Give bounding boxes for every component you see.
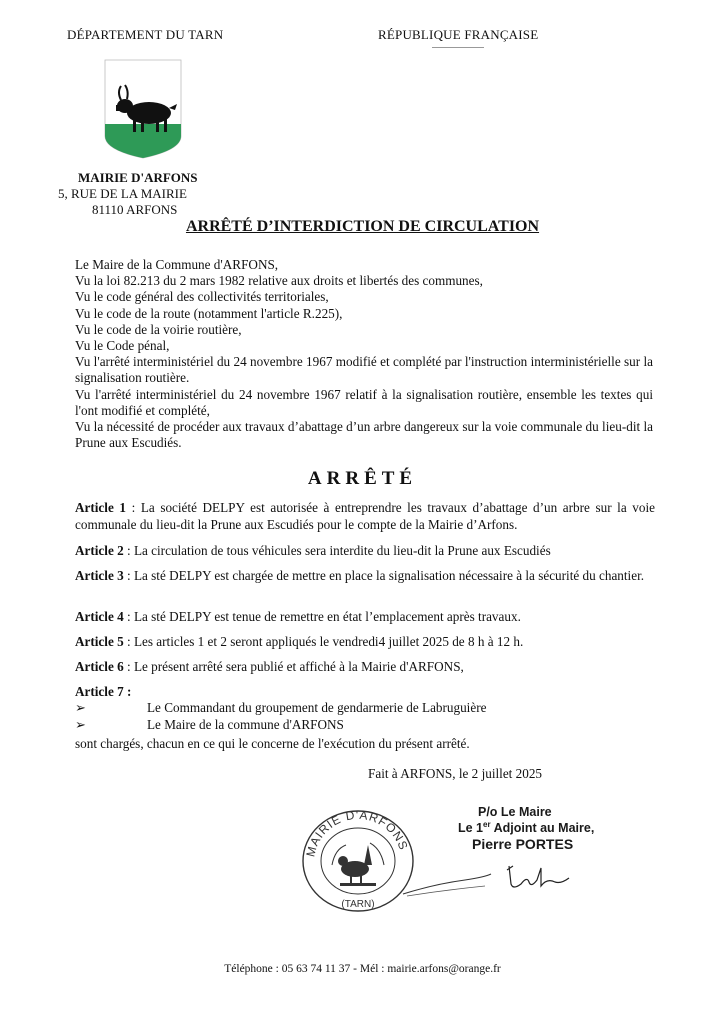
seal-bottom-text: (TARN)	[341, 899, 375, 910]
article-label: Article 3	[75, 568, 124, 583]
article-5	[75, 634, 655, 651]
mairie-address-city: 81110 ARFONS	[92, 202, 178, 217]
signatory-role-prefix: Le 1	[458, 821, 484, 836]
preamble-line: Le Maire de la Commune d'ARFONS,	[75, 257, 279, 272]
department-header: DÉPARTEMENT DU TARN	[67, 27, 224, 42]
article-7	[75, 684, 655, 701]
article-label: Article 2	[75, 543, 124, 558]
preamble-line: Vu l'arrêté interministériel du 24 novembre 1967 modifié et complété par l'instruction interministérielle sur la signalisation routière.	[75, 354, 653, 386]
contact-footer: Téléphone : 05 63 74 11 37 - Mél : mairie.arfons@orange.fr	[224, 963, 501, 975]
signatory-name: Pierre PORTES	[472, 836, 574, 852]
preamble-line: Vu le code général des collectivités territoriales,	[75, 289, 329, 305]
list-item-text: Le Maire de la commune d'ARFONS	[147, 717, 344, 732]
article-text: :	[123, 684, 132, 699]
municipal-crest-icon	[103, 58, 183, 160]
article-text: : La société DELPY est autorisée à entreprendre les travaux d’abattage d’un arbre sur la voie communale du lieu-dit la Prune aux Escudiés pour le compte de la Mairie d’Arfons.	[75, 500, 655, 532]
preamble-line: Vu le code de la route (notamment l'article R.225),	[75, 305, 343, 321]
signatory-delegation: P/o Le Maire	[478, 805, 552, 819]
signatory-role	[458, 820, 594, 835]
article-label: Article 7	[75, 684, 124, 699]
place-and-date: Fait à ARFONS, le 2 juillet 2025	[368, 766, 543, 781]
list-item	[75, 700, 486, 716]
article-text: : La circulation de tous véhicules sera interdite du lieu-dit la Prune aux Escudiés	[123, 543, 551, 558]
preamble-line: Vu le code de la voirie routière,	[75, 321, 242, 337]
closing-sentence: sont chargés, chacun en ce qui le concerne de l'exécution du présent arrêté.	[75, 736, 470, 751]
republic-header: RÉPUBLIQUE FRANÇAISE	[378, 27, 539, 42]
republic-underline	[432, 47, 484, 48]
article-text: : Les articles 1 et 2 seront appliqués le vendredi4 juillet 2025 de 8 h à 12 h.	[123, 634, 524, 649]
article-2	[75, 543, 655, 560]
mairie-name: MAIRIE D'ARFONS	[78, 170, 198, 185]
mairie-address-street: 5, RUE DE LA MAIRIE	[58, 186, 187, 201]
article-label: Article 5	[75, 634, 124, 649]
document-title: ARRÊTÉ D’INTERDICTION DE CIRCULATION	[185, 218, 540, 235]
list-item-text: Le Commandant du groupement de gendarmerie de Labruguière	[147, 700, 487, 715]
article-text: : La sté DELPY est chargée de mettre en place la signalisation nécessaire à la sécurité du chantier.	[123, 568, 645, 583]
preamble-line: Vu l'arrêté interministériel du 24 novembre 1967 relatif à la signalisation routière, ensemble les textes qui l'ont modifié et complété,	[75, 386, 653, 418]
handwritten-signature-icon	[395, 850, 585, 910]
preamble-line: Vu la loi 82.213 du 2 mars 1982 relative aux droits et libertés des communes,	[75, 273, 483, 289]
article-4	[75, 609, 655, 626]
seal-top-text: MAIRIE D'ARFONS	[303, 807, 411, 859]
article-label: Article 1	[75, 500, 126, 515]
arrow-bullet-icon: ➢	[75, 700, 87, 715]
article-3	[75, 568, 655, 585]
arrete-heading: ARRÊTÉ	[307, 468, 418, 489]
preamble-line: Vu le Code pénal,	[75, 338, 170, 354]
list-item	[75, 717, 344, 733]
article-6	[75, 659, 655, 676]
article-text: : Le présent arrêté sera publié et affiché à la Mairie d'ARFONS,	[123, 659, 464, 674]
arrow-bullet-icon: ➢	[75, 717, 87, 732]
article-label: Article 6	[75, 659, 124, 674]
preamble-line: Vu la nécessité de procéder aux travaux d’abattage d’un arbre dangereux sur la voie communale du lieu-dit la Prune aux Escudiés.	[75, 419, 653, 451]
signatory-role-suffix: Adjoint au Maire,	[490, 821, 595, 836]
signatory-role-ordinal: er	[483, 820, 491, 829]
article-text: : La sté DELPY est tenue de remettre en état l’emplacement après travaux.	[123, 609, 521, 624]
preamble	[75, 257, 653, 451]
article-1	[75, 500, 655, 533]
article-label: Article 4	[75, 609, 124, 624]
